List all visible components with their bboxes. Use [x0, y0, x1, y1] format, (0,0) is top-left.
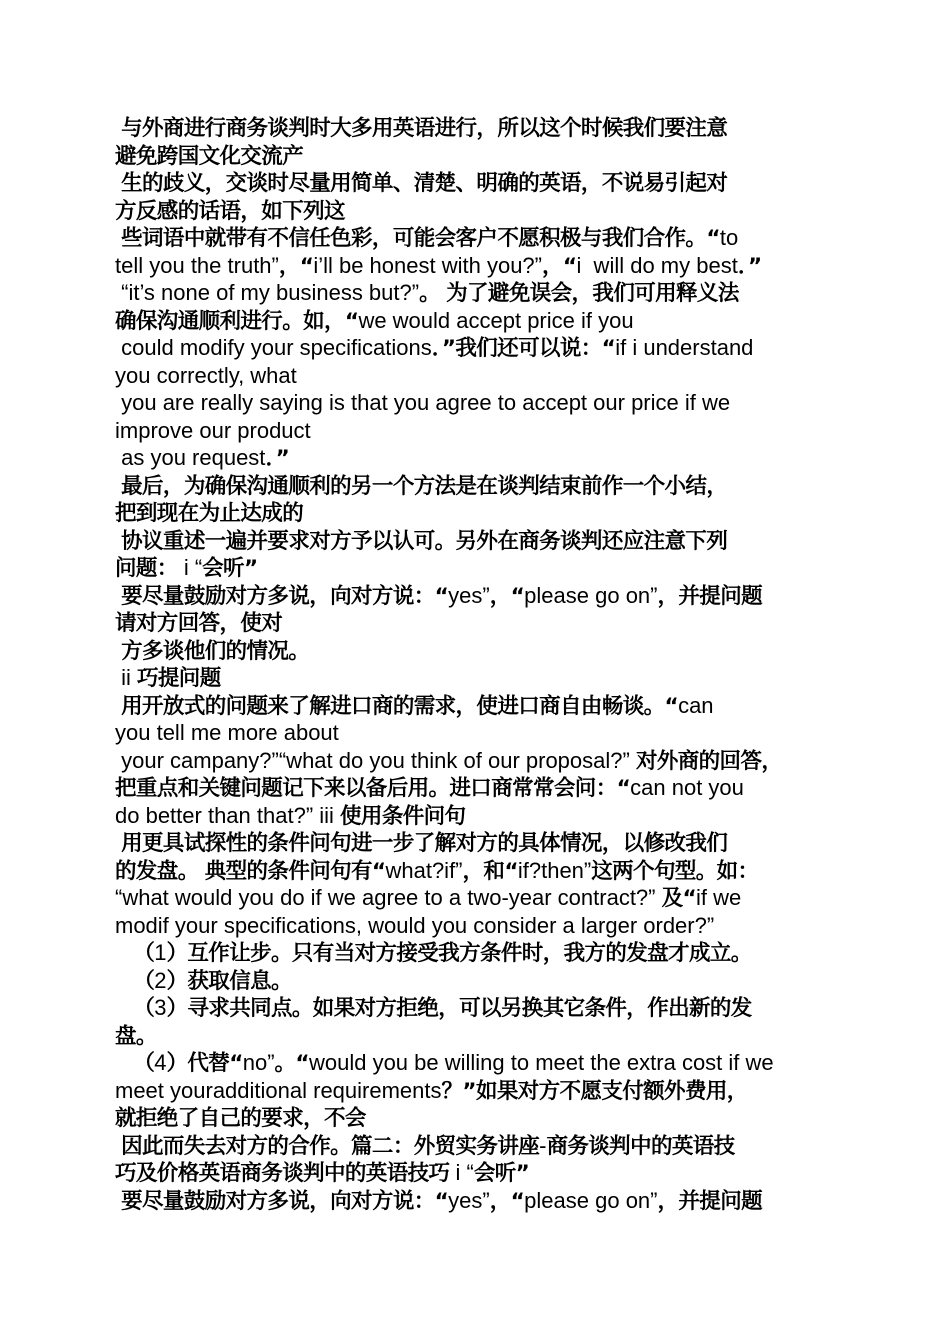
- document-line: 生的歧义，交谈时尽量用简单、清楚、明确的英语，不说易引起对: [121, 171, 728, 196]
- document-line: you tell me more about: [115, 720, 339, 745]
- document-line: 些词语中就带有不信任色彩，可能会客户不愿积极与我们合作。“to: [121, 225, 739, 251]
- document-line: 问题： i “会听”: [115, 555, 258, 581]
- document-line: （1）互作让步。只有当对方接受我方条件时，我方的发盘才成立。: [133, 940, 752, 966]
- document-line: “it’s none of my business but?”。 为了避免误会，我们可用释义法: [115, 280, 739, 306]
- document-line: 要尽量鼓励对方多说，向对方说：“yes”，“please go on”，并提问题: [121, 582, 763, 609]
- document-line: 盘。: [115, 1023, 157, 1049]
- document-line: （3）寻求共同点。如果对方拒绝，可以另换其它条件，作出新的发: [133, 995, 752, 1021]
- document-line: could modify your specifications．”我们还可以说：“if i understand: [115, 335, 754, 361]
- document-line: 避免跨国文化交流产: [115, 143, 304, 169]
- document-line: you correctly, what: [115, 362, 297, 388]
- document-line: “what would you do if we agree to a two-year contract?” 及“if we: [115, 885, 742, 911]
- document-line: 把重点和关键问题记下来以备后用。进口商常常会问：“can not you: [115, 775, 744, 801]
- document-line: 的发盘。 典型的条件问句有“what?if”，和“if?then”这两个句型。如：: [115, 857, 759, 884]
- document-line: you are really saying is that you agree to accept our price if we: [115, 390, 731, 415]
- document-line: 方多谈他们的情况。: [121, 638, 310, 664]
- document-line: 与外商进行商务谈判时大多用英语进行，所以这个时候我们要注意: [121, 116, 728, 141]
- document-line: （4）代替“no”。“would you be willing to meet the extra cost if we: [133, 1050, 774, 1076]
- document-line: （2）获取信息。: [133, 967, 292, 994]
- document-line: meet youradditional requirements？”如果对方不愿支付额外费用，: [115, 1077, 748, 1104]
- document-line: 要尽量鼓励对方多说，向对方说：“yes”，“please go on”，并提问题: [121, 1187, 763, 1214]
- document-line: as you request．”: [115, 445, 290, 471]
- document-line: your campany?”“what do you think of our proposal?” 对外商的回答，: [115, 747, 783, 774]
- document-line: 方反感的话语，如下列这: [115, 198, 345, 224]
- document-line: improve our product: [115, 417, 311, 443]
- document-line: 巧及价格英语商务谈判中的英语技巧 i “会听”: [115, 1160, 530, 1186]
- document-line: 用开放式的问题来了解进口商的需求，使进口商自由畅谈。“can: [121, 692, 714, 719]
- document-line: 协议重述一遍并要求对方予以认可。另外在商务谈判还应注意下列: [121, 528, 728, 554]
- document-line: do better than that?” iii 使用条件问句: [115, 802, 466, 829]
- document-line: 确保沟通顺利进行。如，“we would accept price if you: [115, 307, 634, 334]
- document-line: tell you the truth”，“i’ll be honest with you?”，“i will do my best．”: [115, 252, 762, 279]
- document-line: ii 巧提问题: [115, 665, 221, 691]
- document-line: 最后，为确保沟通顺利的另一个方法是在谈判结束前作一个小结，: [121, 473, 728, 499]
- document-body: [115, 114, 840, 1214]
- document-line: 因此而失去对方的合作。篇二：外贸实务讲座-商务谈判中的英语技: [121, 1132, 735, 1159]
- document-line: 就拒绝了自己的要求，不会: [115, 1106, 366, 1131]
- document-line: 把到现在为止达成的: [115, 501, 304, 526]
- document-line: 用更具试探性的条件问句进一步了解对方的具体情况，以修改我们: [121, 831, 728, 856]
- document-line: 请对方回答，使对: [115, 611, 283, 636]
- document-line: modif your specifications, would you consider a larger order?”: [115, 912, 715, 938]
